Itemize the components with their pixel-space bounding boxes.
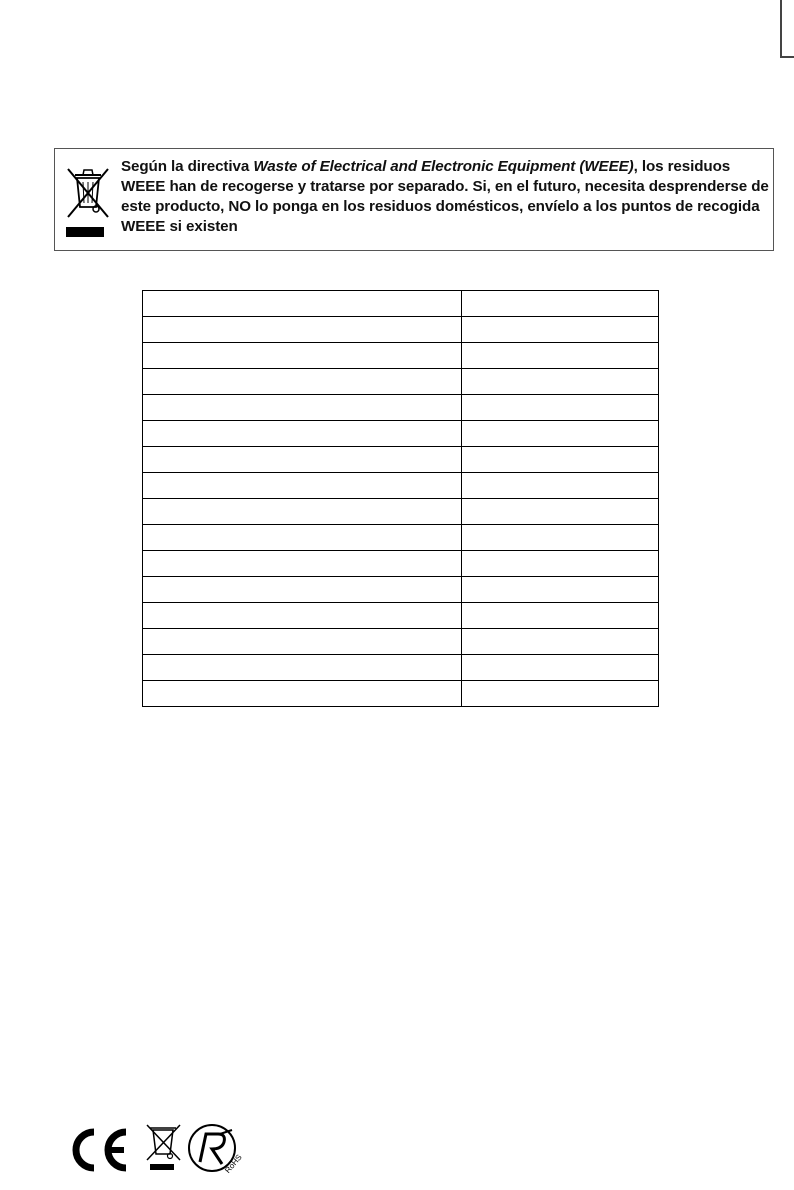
table-cell-label (143, 343, 462, 369)
spec-table (142, 290, 659, 707)
table-cell-label (143, 603, 462, 629)
table-row (143, 473, 659, 499)
table-row (143, 603, 659, 629)
table-row (143, 291, 659, 317)
table-row (143, 369, 659, 395)
table-row (143, 577, 659, 603)
table-cell-value (462, 395, 659, 421)
weee-bin-icon (147, 1125, 180, 1170)
table-cell-label (143, 473, 462, 499)
page-edge-marker (780, 0, 794, 58)
table-cell-value (462, 629, 659, 655)
table-cell-label (143, 551, 462, 577)
table-cell-value (462, 655, 659, 681)
table-row (143, 343, 659, 369)
ce-mark-text: CE (64, 1122, 66, 1123)
table-cell-value (462, 473, 659, 499)
table-cell-label (143, 395, 462, 421)
table-cell-value (462, 525, 659, 551)
table-cell-label (143, 499, 462, 525)
weee-notice-box (54, 148, 774, 251)
table-cell-value (462, 551, 659, 577)
weee-notice-text (121, 157, 771, 237)
table-row (143, 395, 659, 421)
table-row (143, 317, 659, 343)
table-cell-value (462, 291, 659, 317)
table-cell-value (462, 421, 659, 447)
table-cell-value (462, 681, 659, 707)
table-cell-label (143, 655, 462, 681)
table-cell-value (462, 499, 659, 525)
table-cell-value (462, 317, 659, 343)
table-row (143, 681, 659, 707)
table-cell-label (143, 421, 462, 447)
table-cell-value (462, 447, 659, 473)
table-row (143, 447, 659, 473)
table-cell-label (143, 577, 462, 603)
table-cell-label (143, 317, 462, 343)
table-row (143, 655, 659, 681)
table-cell-value (462, 343, 659, 369)
table-cell-value (462, 369, 659, 395)
table-cell-label (143, 369, 462, 395)
weee-text-emphasis: Waste of Electrical and Electronic Equipment (WEEE) (253, 158, 634, 175)
table-row (143, 629, 659, 655)
table-cell-label (143, 525, 462, 551)
table-cell-value (462, 603, 659, 629)
table-row (143, 499, 659, 525)
table-row (143, 421, 659, 447)
table-row (143, 551, 659, 577)
rohs-mark-text: RoHS (223, 1152, 244, 1175)
table-cell-label (143, 447, 462, 473)
ce-mark-icon (64, 1122, 126, 1168)
table-cell-value (462, 577, 659, 603)
weee-text-before: Según la directiva (121, 158, 254, 175)
weee-text-after: , los residuos WEEE han de recogerse y tratarse por separado. Si, en el futuro, necesita desprenderse de este producto, NO lo ponga en los residuos domésticos, envíelo a los puntos de recogida WEEE si existen (121, 158, 769, 235)
crossed-out-wheelie-bin-icon (63, 161, 113, 241)
certification-logos (64, 1122, 254, 1178)
rohs-mark-icon (189, 1125, 244, 1175)
table-cell-label (143, 291, 462, 317)
table-cell-label (143, 681, 462, 707)
table-row (143, 525, 659, 551)
table-cell-label (143, 629, 462, 655)
